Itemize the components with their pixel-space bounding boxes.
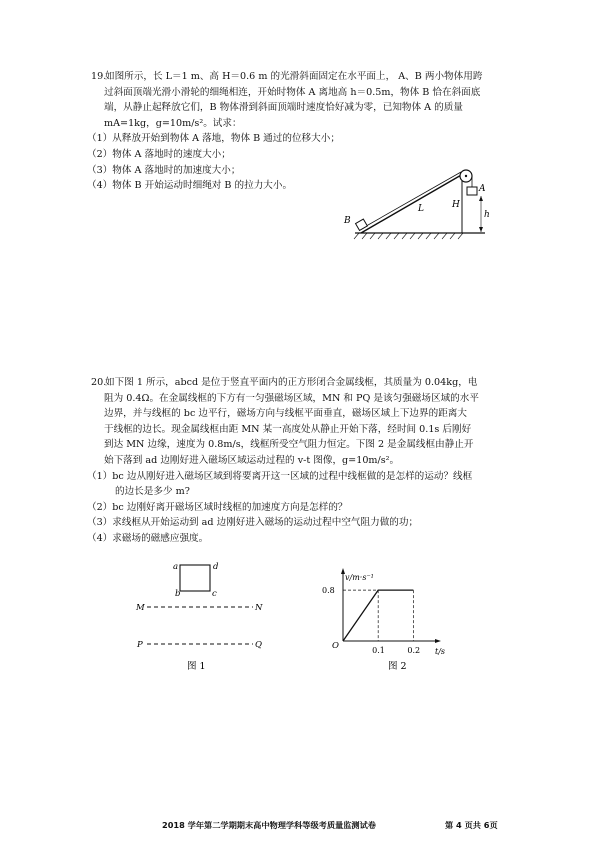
figure-1 [125, 558, 275, 673]
block-b [356, 219, 368, 230]
q19-sub-4: （4）物体 B 开始运动时细绳对 B 的拉力大小。 [87, 180, 293, 192]
q19-sub-3: （3）物体 A 落地时的加速度大小； [87, 164, 241, 176]
q20-line-4: 于线框的边长。现金属线框由距 MN 某一高度处从静止开始下落，经时间 0.1s 后刚好 [104, 423, 472, 435]
page-footer [162, 818, 542, 834]
figure-2-vt-graph [318, 565, 458, 675]
figure-1-caption: 图 1 [187, 661, 206, 672]
question-number: 19. [91, 71, 107, 82]
q20-sub-4: （4）求磁场的磁感应强度。 [87, 532, 209, 544]
corner-d: d [213, 562, 219, 572]
y-axis-label: v/m·s⁻¹ [345, 573, 374, 582]
label-B: B [344, 216, 351, 226]
footer-title: 2018 学年第二学期期末高中物理学科等级考质量监测试卷 [162, 820, 376, 830]
square-loop [180, 565, 210, 591]
label-A: A [479, 184, 486, 194]
label-h: h [484, 210, 490, 220]
block-a [467, 187, 477, 195]
x-tick-label: 0.2 [407, 646, 421, 655]
incline-figure [335, 160, 500, 245]
q19-line-3: 端，从静止起释放它们，B 物体滑到斜面顶端时速度恰好减为零，已知物体 A 的质量 [104, 102, 463, 114]
label-Q: Q [255, 640, 262, 650]
label-M: M [136, 603, 145, 613]
y-tick-label: 0.8 [322, 586, 335, 596]
question-20 [87, 375, 521, 547]
page-number: 第 4 页共 6页 [445, 820, 498, 830]
label-N: N [255, 603, 263, 613]
q19-sub-2: （2）物体 A 落地时的速度大小； [87, 148, 231, 160]
q19-line-2: 过斜面顶端光滑小滑轮的细绳相连，开始时物体 A 离地高 h＝0.5m，物体 B 恰在斜面底 [104, 86, 481, 98]
figure-2-caption: 图 2 [388, 661, 407, 672]
x-axis-label: t/s [435, 647, 446, 656]
corner-b: b [175, 589, 181, 599]
q19-line-4: mA=1kg，g=10m/s²。试求： [104, 117, 242, 129]
label-H: H [452, 200, 460, 210]
q19-sub-1: （1）从释放开始到物体 A 落地，物体 B 通过的位移大小； [87, 133, 340, 145]
corner-c: c [212, 589, 217, 599]
q20-sub-1: （1）bc 边从刚好进入磁场区域到将要离开这一区域的过程中线框做的是怎样的运动？线框 [87, 470, 473, 482]
question-number: 20. [91, 377, 107, 388]
label-L: L [418, 204, 424, 214]
label-P: P [137, 640, 143, 650]
q20-line-1: 如下图 1 所示，abcd 是位于竖直平面内的正方形闭合金属线框，其质量为 0.04kg，电 [105, 377, 478, 388]
q20-sub-1-cont: 的边长是多少 m? [115, 486, 190, 498]
q20-line-5: 到达 MN 边缘，速度为 0.8m/s，线框所受空气阻力恒定。下图 2 是金属线框由静止开 [104, 439, 474, 451]
q20-sub-3: （3）求线框从开始运动到 ad 边刚好进入磁场的运动过程中空气阻力做的功； [87, 517, 419, 529]
x-tick-label: 0.1 [372, 646, 385, 655]
origin-label: O [332, 641, 339, 651]
q20-line-3: 边界，并与线框的 bc 边平行，磁场方向与线框平面垂直，磁场区域上下边界的距离大 [104, 408, 467, 420]
q19-line-1: 如图所示，长 L＝1 m、高 H＝0.6 m 的光滑斜面固定在水平面上， A、B 两小物体用跨 [105, 71, 483, 82]
q20-sub-2: （2）bc 边刚好离开磁场区域时线框的加速度方向是怎样的？ [87, 501, 348, 513]
q20-line-6: 始下落到 ad 边刚好进入磁场区域运动过程的 v-t 图像，g=10m/s²。 [104, 454, 400, 466]
q20-line-2: 阻为 0.4Ω。在金属线框的下方有一匀强磁场区域，MN 和 PQ 是该匀强磁场区域的水平 [104, 392, 479, 404]
corner-a: a [173, 562, 179, 572]
